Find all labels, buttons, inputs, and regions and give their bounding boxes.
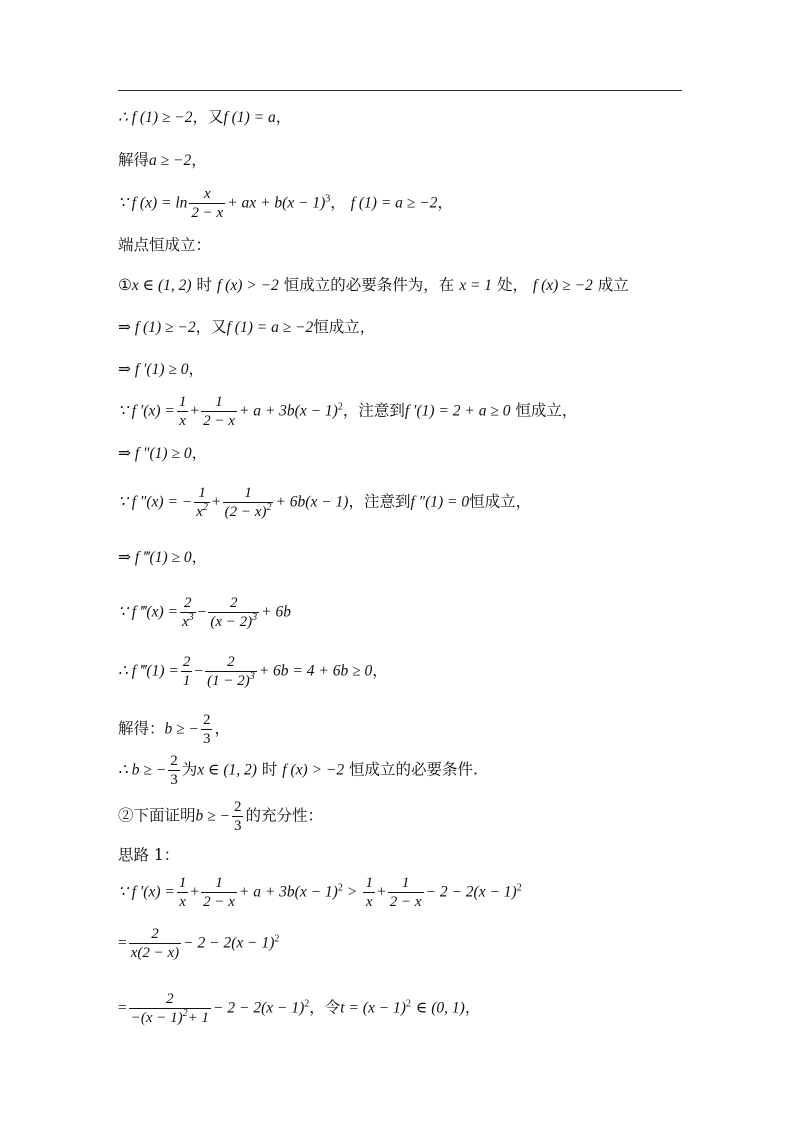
denominator: x — [365, 894, 373, 910]
numerator: 1 — [201, 393, 237, 412]
numerator: 2 — [182, 654, 191, 670]
operator: − — [197, 603, 207, 621]
math-expression: + 6b(x − 1) — [275, 493, 349, 511]
denominator: 1 — [182, 673, 191, 689]
doc-line-7 — [118, 358, 204, 381]
doc-line-20 — [118, 990, 480, 1027]
doc-line-1 — [118, 106, 291, 129]
math-expression: + 6b = 4 + 6b ≥ 0 — [258, 662, 373, 680]
text: 恒成立， — [469, 492, 532, 511]
math-expression: ⇒ f (1) ≥ −2 — [118, 319, 196, 336]
denominator: −(x − 1) — [130, 1010, 183, 1026]
math-expression: x ∈ (1, 2) — [131, 277, 192, 294]
text: 端点恒成立： — [118, 236, 212, 254]
fraction — [181, 653, 193, 690]
denominator: x — [196, 504, 203, 520]
fraction — [363, 874, 375, 911]
numerator: 1 — [194, 484, 210, 503]
exponent: 2 — [337, 882, 343, 894]
text: 恒成立的必要条件. — [349, 760, 478, 779]
numerator: 2 — [170, 753, 178, 769]
fraction — [129, 925, 181, 962]
numerator: 2 — [180, 594, 196, 613]
doc-line-15 — [118, 752, 478, 789]
numerator: 2 — [129, 925, 181, 944]
operator: + — [190, 883, 200, 901]
doc-line-6 — [118, 316, 375, 339]
doc-line-16 — [118, 798, 323, 835]
exponent: 3 — [252, 612, 258, 623]
text: ， — [372, 661, 388, 680]
denominator: 2 − x — [191, 205, 224, 221]
fraction — [201, 393, 237, 430]
numerator: 2 — [208, 594, 259, 613]
math-expression: x = 1 — [459, 277, 493, 294]
math-expression: ∴ f ‴(1) = — [118, 662, 179, 680]
text: ，注意到 — [348, 492, 411, 511]
math-expression: f (x) > −2 — [216, 277, 279, 294]
fraction — [168, 752, 180, 789]
exponent: 3 — [325, 193, 331, 205]
text: 恒成立， — [515, 401, 578, 420]
numerator: 2 — [202, 712, 211, 728]
text: 时 — [196, 276, 213, 294]
fraction — [223, 484, 274, 521]
exponent: 2 — [304, 998, 310, 1010]
doc-line-3 — [118, 185, 453, 222]
denominator: x — [179, 894, 186, 910]
numerator: 1 — [223, 484, 274, 503]
exponent: 2 — [516, 882, 522, 894]
exponent: 2 — [405, 998, 411, 1010]
math-expression: f (1) = a ≥ −2 — [350, 194, 438, 212]
denominator: 2 − x — [203, 413, 235, 429]
exponent: 2 — [202, 502, 208, 513]
math-expression: + a + 3b(x − 1) — [238, 402, 338, 420]
math-expression: + ax + b(x − 1) — [227, 194, 326, 212]
fraction — [177, 874, 189, 911]
numerator: 1 — [178, 394, 187, 410]
fraction — [388, 874, 424, 911]
text: ， — [464, 998, 481, 1017]
operator: + — [211, 493, 221, 511]
fraction — [189, 185, 225, 222]
exponent: 3 — [188, 612, 194, 623]
text: 思路 1： — [118, 846, 180, 864]
fraction — [208, 594, 259, 631]
fraction — [177, 393, 189, 430]
math-expression: f (1) = a ≥ −2 — [226, 319, 314, 336]
denominator: + 1 — [187, 1010, 210, 1026]
fraction — [194, 484, 210, 521]
text: 恒成立的必要条件为，在 — [283, 276, 455, 294]
doc-line-19 — [118, 925, 279, 962]
text: ，注意到 — [342, 401, 405, 420]
text: ， — [214, 719, 230, 738]
math-expression: ∵ f ′(x) = — [118, 402, 175, 420]
math-expression: f (x) ≥ −2 — [532, 277, 593, 294]
exponent: 2 — [274, 933, 280, 945]
text: ， — [191, 444, 208, 462]
fraction — [232, 798, 244, 835]
item-marker: ① — [118, 276, 132, 294]
exponent: 2 — [266, 502, 272, 513]
operator: + — [376, 883, 386, 901]
text: ， — [330, 193, 346, 212]
denominator: x — [179, 413, 186, 429]
denominator: 3 — [170, 772, 178, 788]
text: 成立 — [597, 276, 629, 294]
operator: = — [118, 999, 127, 1017]
fraction — [180, 594, 196, 631]
numerator: 1 — [388, 874, 424, 893]
math-expression: b ≥ − — [195, 807, 230, 825]
exponent: 2 — [182, 1008, 188, 1019]
math-expression: ∵ f ″(x) = − — [118, 493, 193, 511]
math-expression: b ≥ − — [164, 720, 199, 738]
math-expression: − 2 − 2(x − 1) — [425, 883, 517, 901]
math-expression: f ′(1) = 2 + a ≥ 0 — [404, 402, 511, 420]
text: ，又 — [192, 108, 224, 126]
math-expression: ⇒ f ″(1) ≥ 0 — [118, 445, 192, 462]
denominator: (1 − 2) — [207, 673, 250, 689]
doc-line-14 — [118, 711, 230, 748]
text: ， — [191, 548, 208, 566]
math-expression: ⇒ f ′(1) ≥ 0 — [118, 361, 189, 378]
operator: − — [194, 662, 204, 680]
doc-line-5 — [118, 274, 629, 297]
fraction — [205, 653, 257, 690]
math-expression: ∴ b ≥ − — [118, 761, 167, 779]
numerator: 1 — [178, 875, 187, 891]
text: 解得 — [118, 151, 150, 169]
text: 恒成立， — [313, 318, 376, 336]
math-expression: − 2 − 2(x − 1) — [213, 999, 305, 1017]
denominator: 2 − x — [389, 894, 422, 910]
doc-line-4 — [118, 234, 211, 256]
math-expression: t = (x − 1) — [340, 999, 406, 1017]
doc-line-11 — [118, 546, 207, 569]
header-rule — [118, 90, 682, 91]
math-expression: − 2 − 2(x − 1) — [183, 934, 275, 952]
math-expression: x ∈ (1, 2) — [197, 761, 257, 779]
numerator: 1 — [201, 874, 237, 893]
numerator: 1 — [365, 875, 373, 891]
denominator: x — [181, 614, 189, 630]
text: 处， — [496, 276, 528, 294]
text: ，又 — [195, 318, 227, 336]
math-expression: f (x) > −2 — [282, 761, 345, 779]
exponent: 2 — [337, 401, 343, 413]
math-expression: ∈ (0, 1) — [415, 999, 465, 1017]
denominator: 3 — [233, 818, 242, 834]
text: ， — [188, 360, 205, 378]
text: ②下面证明 — [118, 806, 196, 825]
numerator: 2 — [129, 990, 211, 1009]
denominator: (2 − x) — [224, 504, 267, 520]
numerator: 2 — [205, 653, 257, 672]
text: ， — [275, 108, 292, 126]
doc-line-12 — [118, 594, 291, 631]
operator: > — [347, 883, 357, 901]
denominator: 2 − x — [203, 894, 235, 910]
text: 时 — [261, 760, 278, 779]
text: ，令 — [309, 998, 341, 1017]
text: 解得： — [118, 719, 165, 738]
math-expression: a ≥ −2 — [149, 152, 192, 169]
doc-line-8 — [118, 393, 577, 430]
math-expression: ∵ f ′(x) = — [118, 883, 175, 901]
math-expression: f ″(1) = 0 — [410, 493, 470, 511]
numerator: x — [189, 185, 225, 204]
text: ， — [191, 151, 207, 169]
fraction — [201, 874, 237, 911]
math-expression: + 6b — [261, 603, 292, 621]
operator: + — [190, 402, 200, 420]
exponent: 3 — [249, 671, 255, 682]
text: 的充分性： — [245, 806, 323, 825]
math-expression: ⇒ f ‴(1) ≥ 0 — [118, 549, 192, 566]
doc-line-9 — [118, 442, 207, 465]
math-expression: + a + 3b(x − 1) — [238, 883, 338, 901]
doc-line-10 — [118, 484, 531, 521]
text: 为 — [181, 760, 198, 779]
denominator: (x − 2) — [210, 614, 253, 630]
doc-line-2 — [118, 149, 207, 172]
denominator: x(2 − x) — [130, 945, 180, 961]
math-expression: ∵ f ‴(x) = — [118, 603, 178, 621]
doc-line-13 — [118, 653, 388, 690]
numerator: 2 — [233, 799, 242, 815]
doc-line-18 — [118, 874, 522, 911]
doc-line-17 — [118, 844, 179, 866]
math-expression: ∴ f (1) ≥ −2 — [118, 109, 193, 126]
math-expression: f (1) = a — [223, 109, 276, 126]
math-expression: ∵ f (x) = ln — [118, 194, 188, 212]
denominator: 3 — [202, 731, 211, 747]
text: ， — [437, 193, 453, 212]
fraction — [201, 711, 213, 748]
operator: = — [118, 934, 127, 952]
fraction — [129, 990, 211, 1027]
